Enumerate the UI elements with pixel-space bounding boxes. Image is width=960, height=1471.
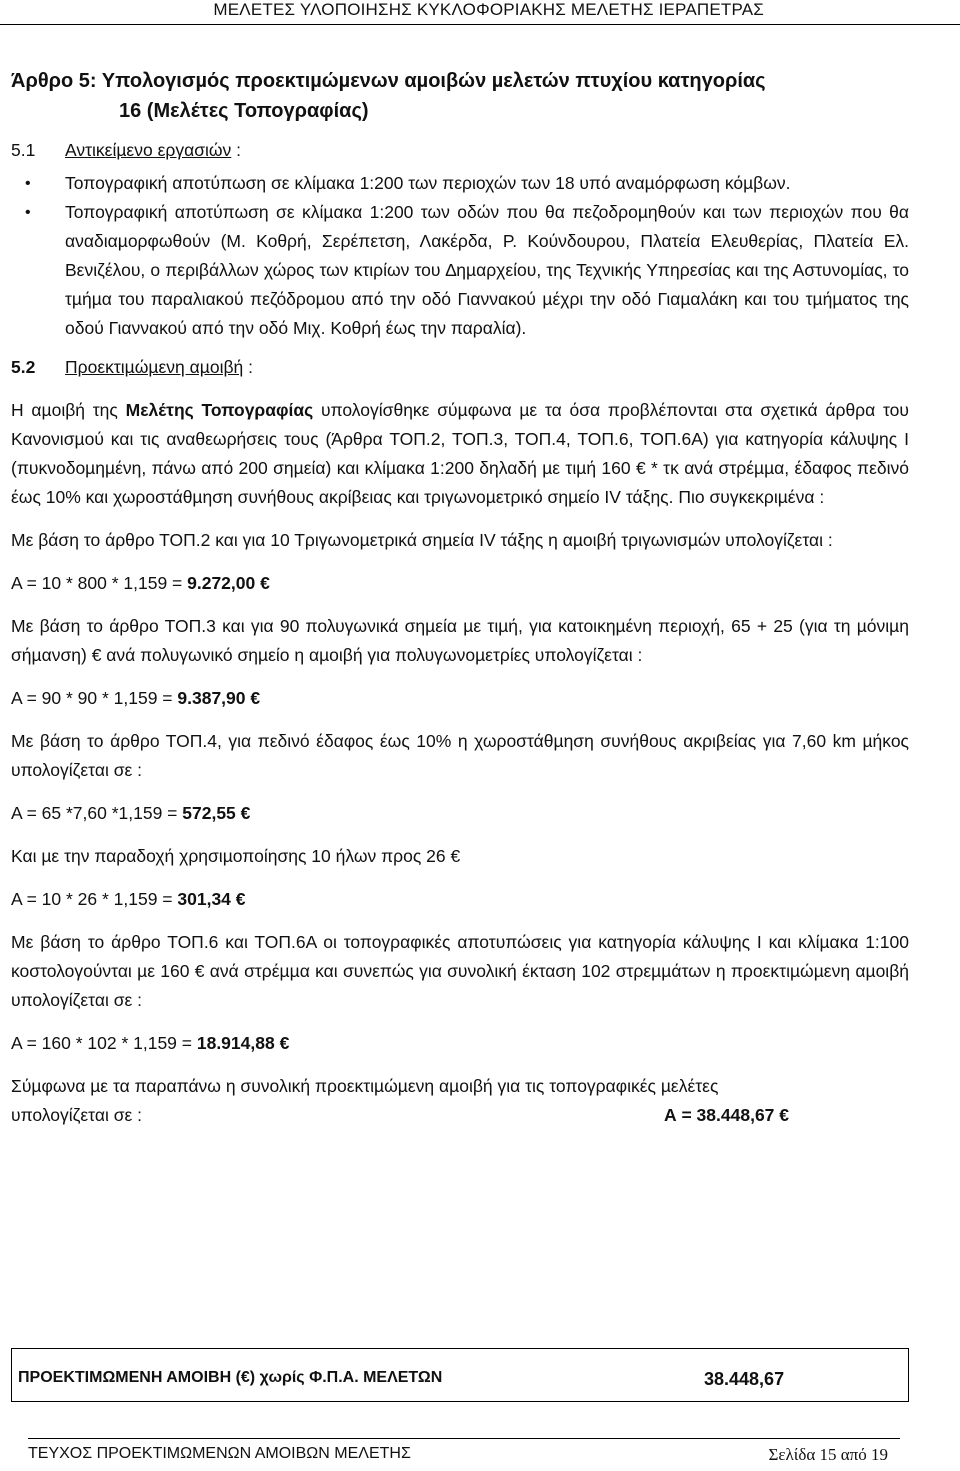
equation-top2: Α = 10 * 800 * 1,159 = 9.272,00 €: [11, 573, 270, 593]
section-label: Αντικείµενο εργασιών: [65, 140, 232, 160]
fee-intro-paragraph: Η αµοιβή της Μελέτης Τοπογραφίας υπολογίσθηκε σύµφωνα µε τα όσα προβλέπονται στα σχετικά άρθρα του Κανονισµού και τις αναθεωρήσεις τους (Άρθρα ΤΟΠ.2, ΤΟΠ.3, ΤΟΠ.4, ΤΟΠ.6, ΤΟΠ.6Α) για κατηγορία κάλυψης Ι (πυκνοδοµηµένη, πάνω από 200 σηµεία) και κλίµακα 1:200 δηλαδή µε τιµή 160 € * τκ ανά στρέµµα, έδαφος πεδινό έως 10% και χωροστάθµηση συνήθους ακρίβειας και τριγωνοµετρικό σηµείο IV τάξης. Πιο συγκεκριµένα :: [11, 400, 909, 507]
equation-top3: Α = 90 * 90 * 1,159 = 9.387,90 €: [11, 688, 261, 708]
summary-total: Α = 38.448,67 €: [663, 1105, 789, 1125]
equation-top4: Α = 65 *7,60 *1,159 = 572,55 €: [11, 803, 251, 823]
footer-document-title: ΤΕΥΧΟΣ ΠΡΟΕΚΤΙΜΩΜΕΝΩΝ ΑΜΟΙΒΩΝ ΜΕΛΕΤΗΣ: [28, 1445, 411, 1462]
article-title-line2: 16 (Μελέτες Τοπογραφίας): [119, 100, 369, 122]
section-5-2-heading: 5.2 Προεκτιµώµενη αµοιβή :: [11, 353, 909, 382]
total-fee-label: ΠΡΟΕΚΤΙΜΩΜΕΝΗ ΑΜΟΙΒΗ (€) χωρίς Φ.Π.Α. ΜΕΛΕΤΩΝ: [18, 1369, 443, 1386]
equation-nails: Α = 10 * 26 * 1,159 = 301,34 €: [11, 889, 246, 909]
article-title-line1: Άρθρο 5: Υπολογισµός προεκτιµώµενων αµοιβών µελετών πτυχίου κατηγορίας: [11, 70, 766, 92]
page-footer: [28, 1438, 900, 1464]
footer-page-number: Σελίδα 15 από 19: [768, 1445, 888, 1464]
list-item: • Τοπογραφική αποτύπωση σε κλίµακα 1:200 των περιοχών των 18 υπό αναµόρφωση κόµβων.: [11, 169, 909, 198]
total-fee-box: [11, 1348, 909, 1402]
top3-paragraph: Με βάση το άρθρο ΤΟΠ.3 και για 90 πολυγωνικά σηµεία µε τιµή, για κατοικηµένη περιοχή, 65 + 25 (για τη µόνιµη σήµανση) € ανά πολυγωνικό σηµείο η αµοιβή για πολυγωνοµετρίες υπολογίζεται :: [11, 616, 909, 665]
section-number: 5.1: [11, 140, 36, 160]
total-fee-value: 38.448,67: [704, 1369, 785, 1389]
section-5-1-heading: 5.1 Αντικείµενο εργασιών :: [11, 136, 909, 165]
top6-paragraph: Με βάση το άρθρο ΤΟΠ.6 και ΤΟΠ.6Α οι τοπογραφικές αποτυπώσεις για κατηγορία κάλυψης Ι και κλίµακα 1:100 κοστολογούνται µε 160 € ανά στρέµµα και συνεπώς για συνολική έκταση 102 στρεµµάτων η προεκτιµώµενη αµοιβή υπολογίζεται σε :: [11, 932, 909, 1010]
nails-paragraph: Και µε την παραδοχή χρησιµοποίησης 10 ήλων προς 26 €: [11, 846, 461, 866]
list-item: • Τοπογραφική αποτύπωση σε κλίµακα 1:200 των οδών που θα πεζοδροµηθούν και των περιοχών που θα αναδιαµορφωθούν (Μ. Κοθρή, Σερέπετση, Λακέρδα, Ρ. Κούνδουρου, Πλατεία Ελευθερίας, Πλατεία Ελ. Βενιζέλου, ο περιβάλλων χώρος των κτιρίων του ∆ηµαρχείου, της Τεχνικής Υπηρεσίας και της Αστυνοµίας, το τµήµα του παραλιακού πεζόδροµου από την οδό Γιαννακού µέχρι την οδό Γιαµαλάκη και του τµήµατος της οδού Γιαννακού από την οδό Μιχ. Κοθρή έως την παραλία).: [11, 198, 909, 343]
section-label: Προεκτιµώµενη αµοιβή: [65, 357, 244, 377]
top4-paragraph: Με βάση το άρθρο ΤΟΠ.4, για πεδινό έδαφος έως 10% η χωροστάθµηση συνήθους ακριβείας για 7,60 km µήκος υπολογίζεται σε :: [11, 731, 909, 780]
header-title: ΜΕΛΕΤΕΣ ΥΛΟΠΟΙΗΣΗΣ ΚΥΚΛΟΦΟΡΙΑΚΗΣ ΜΕΛΕΤΗΣ ΙΕΡΑΠΕΤΡΑΣ: [213, 0, 764, 19]
section-number: 5.2: [11, 357, 36, 377]
scope-list: [11, 169, 909, 343]
top2-paragraph: Με βάση το άρθρο ΤΟΠ.2 και για 10 Τριγωνοµετρικά σηµεία IV τάξης η αµοιβή τριγωνισµών υπολογίζεται :: [11, 530, 833, 550]
summary-paragraph: Σύµφωνα µε τα παραπάνω η συνολική προεκτιµώµενη αµοιβή για τις τοπογραφικές µελέτες: [11, 1076, 719, 1096]
equation-top6: Α = 160 * 102 * 1,159 = 18.914,88 €: [11, 1033, 290, 1053]
document-body: [11, 66, 909, 1389]
page-header: [0, 0, 960, 25]
article-title: [11, 66, 909, 126]
summary-total-line: υπολογίζεται σε : Α = 38.448,67 €: [11, 1101, 909, 1130]
